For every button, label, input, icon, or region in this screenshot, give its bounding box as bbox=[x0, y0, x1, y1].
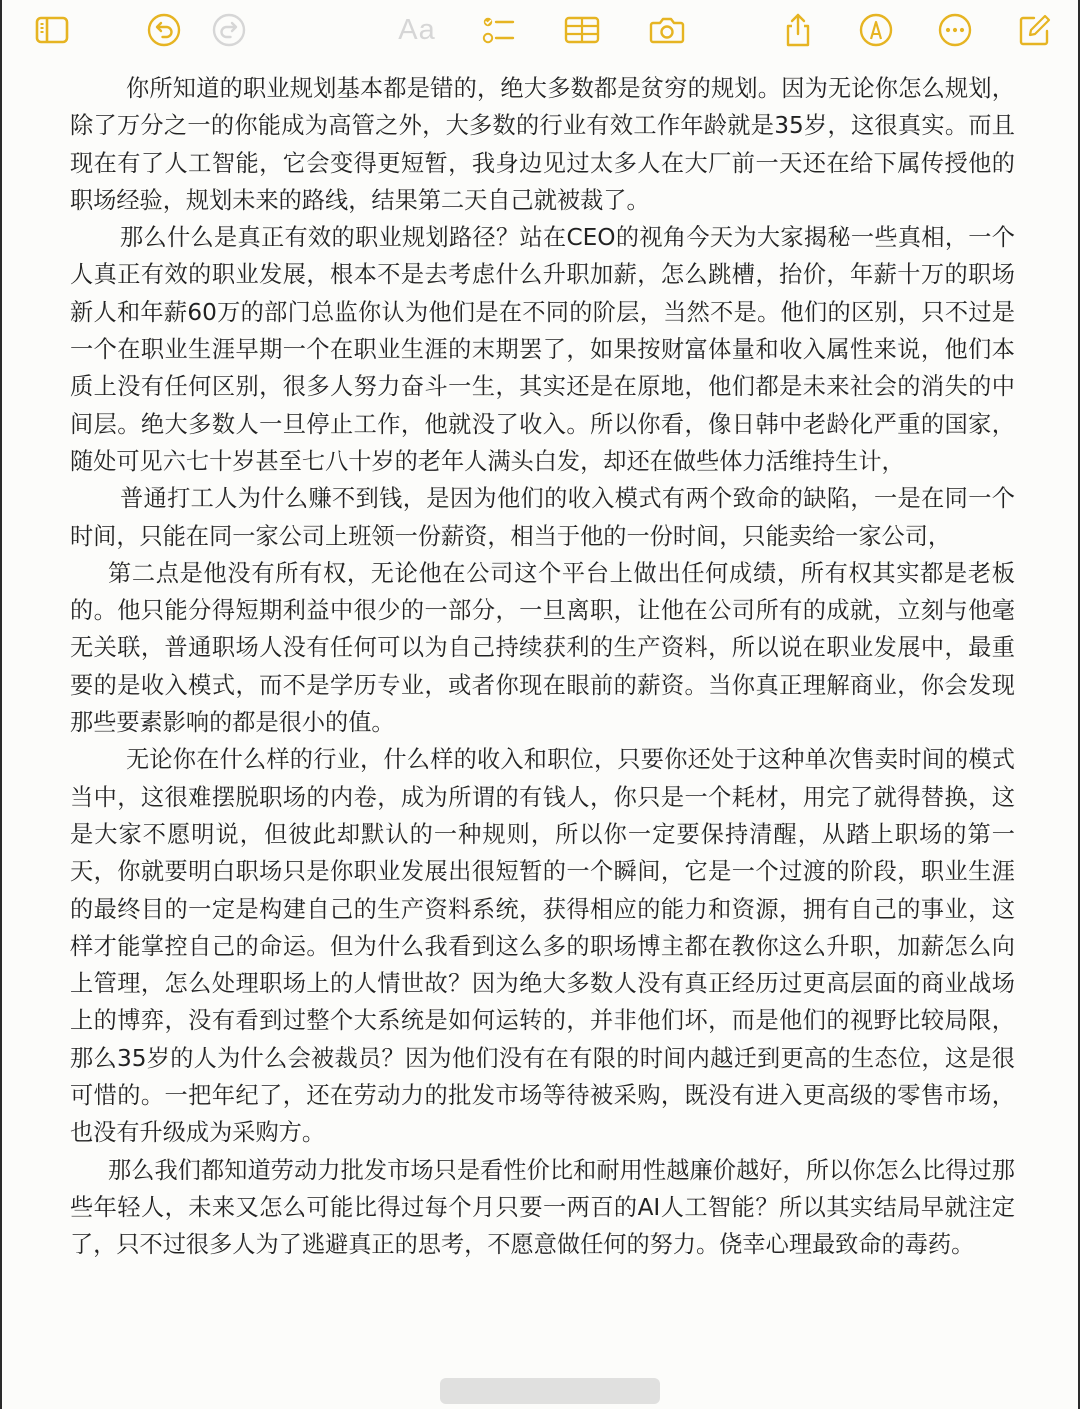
note-paragraph: 那么我们都知道劳动力批发市场只是看性价比和耐用性越廉价越好，所以你怎么比得过那些年轻人，未来又怎么可能比得过每个月只要一两百的AI人工智能？所以其实结局早就注定了，只不过很多人为了逃避真正的思考，不愿意做任何的努力。侥幸心理最致命的毒药。 bbox=[70, 1156, 1015, 1259]
redo-icon bbox=[211, 12, 247, 48]
note-paragraph: 那么什么是真正有效的职业规划路径？站在CEO的视角今天为大家揭秘一些真相，一个人真正有效的职业发展，根本不是去考虑什么升职加薪，怎么跳槽，抬价，年薪十万的职场新人和年薪60万的部门总监你认为他们是在不同的阶层，当然不是。他们的区别，只不过是一个在职业生涯早期一个在职业生涯的末期罢了，如果按财富体量和收入属性来说，他们本质上没有任何区别，很多人努力奋斗一生，其实还是在原地，他们都是未来社会的消失的中间层。绝大多数人一旦停止工作，他就没了收入。所以你看，像日韩中老龄化严重的国家，随处可见六七十岁甚至七八十岁的老年人满头白发，却还在做些体力活维持生计， bbox=[70, 224, 1015, 475]
format-text-button[interactable] bbox=[395, 10, 439, 50]
note-paragraph: 无论你在什么样的行业，什么样的收入和职位，只要你还处于这种单次售卖时间的模式当中，这很难摆脱职场的内卷，成为所谓的有钱人，你只是一个耗材，用完了就得替换，这是大家不愿明说，但彼此却默认的一种规则，所以你一定要保持清醒，从踏上职场的第一天，你就要明白职场只是你职业发展出很短暂的一个瞬间，它是一个过渡的阶段，职业生涯的最终目的一定是构建自己的生产资料系统，获得相应的能力和资源，拥有自己的事业，这样才能掌控自己的命运。但为什么我看到这么多的职场博主都在教你这么升职，加薪怎么向上管理，怎么处理职场上的人情世故？因为绝大多数人没有真正经历过更高层面的商业战场上的博弈，没有看到过整个大系统是如何运转的，并非他们坏，而是他们的视野比较局限，那么35岁的人为什么会被裁员？因为他们没有在有限的时间内越迁到更高的生态位，这是很可惜的。一把年纪了，还在劳动力的批发市场等待被采购，既没有进入更高级的零售市场，也没有升级成为采购方。 bbox=[70, 746, 1015, 1147]
checklist-button[interactable] bbox=[478, 10, 518, 50]
sidebar-icon bbox=[34, 12, 70, 48]
share-icon bbox=[780, 12, 816, 48]
format-text-icon: Aa bbox=[398, 13, 436, 46]
undo-icon bbox=[146, 12, 182, 48]
sidebar-button[interactable] bbox=[32, 10, 72, 50]
markup-icon bbox=[858, 12, 894, 48]
note-body[interactable] bbox=[70, 70, 1015, 1264]
share-button[interactable] bbox=[778, 10, 818, 50]
notes-toolbar bbox=[2, 0, 1078, 62]
camera-icon bbox=[649, 12, 685, 48]
table-button[interactable] bbox=[562, 10, 602, 50]
note-paragraph: 第二点是他没有所有权，无论他在公司这个平台上做出任何成绩，所有权其实都是老板的。他只能分得短期利益中很少的一部分，一旦离职，让他在公司所有的成就，立刻与他毫无关联，普通职场人没有任何可以为自己持续获利的生产资料，所以说在职业发展中，最重要的是收入模式，而不是学历专业，或者你现在眼前的薪资。当你真正理解商业，你会发现那些要素影响的都是很小的值。 bbox=[70, 559, 1015, 737]
camera-button[interactable] bbox=[647, 10, 687, 50]
watermark bbox=[440, 1378, 660, 1404]
undo-button[interactable] bbox=[144, 10, 184, 50]
more-icon bbox=[937, 12, 973, 48]
redo-button[interactable] bbox=[209, 10, 249, 50]
note-paragraph: 普通打工人为什么赚不到钱，是因为他们的收入模式有两个致命的缺陷，一是在同一个时间，只能在同一家公司上班领一份薪资，相当于他的一份时间，只能卖给一家公司， bbox=[70, 485, 1015, 550]
table-icon bbox=[564, 12, 600, 48]
compose-button[interactable] bbox=[1015, 10, 1055, 50]
note-paragraph: 你所知道的职业规划基本都是错的，绝大多数都是贫穷的规划。因为无论你怎么规划，除了万分之一的你能成为高管之外，大多数的行业有效工作年龄就是35岁，这很真实。而且现在有了人工智能，它会变得更短暂，我身边见过太多人在大厂前一天还在给下属传授他的职场经验，规划未来的路线，结果第二天自己就被裁了。 bbox=[70, 75, 1015, 214]
markup-button[interactable] bbox=[856, 10, 896, 50]
more-button[interactable] bbox=[935, 10, 975, 50]
window-frame-left bbox=[0, 0, 2, 1409]
compose-icon bbox=[1017, 12, 1053, 48]
checklist-icon bbox=[480, 12, 516, 48]
